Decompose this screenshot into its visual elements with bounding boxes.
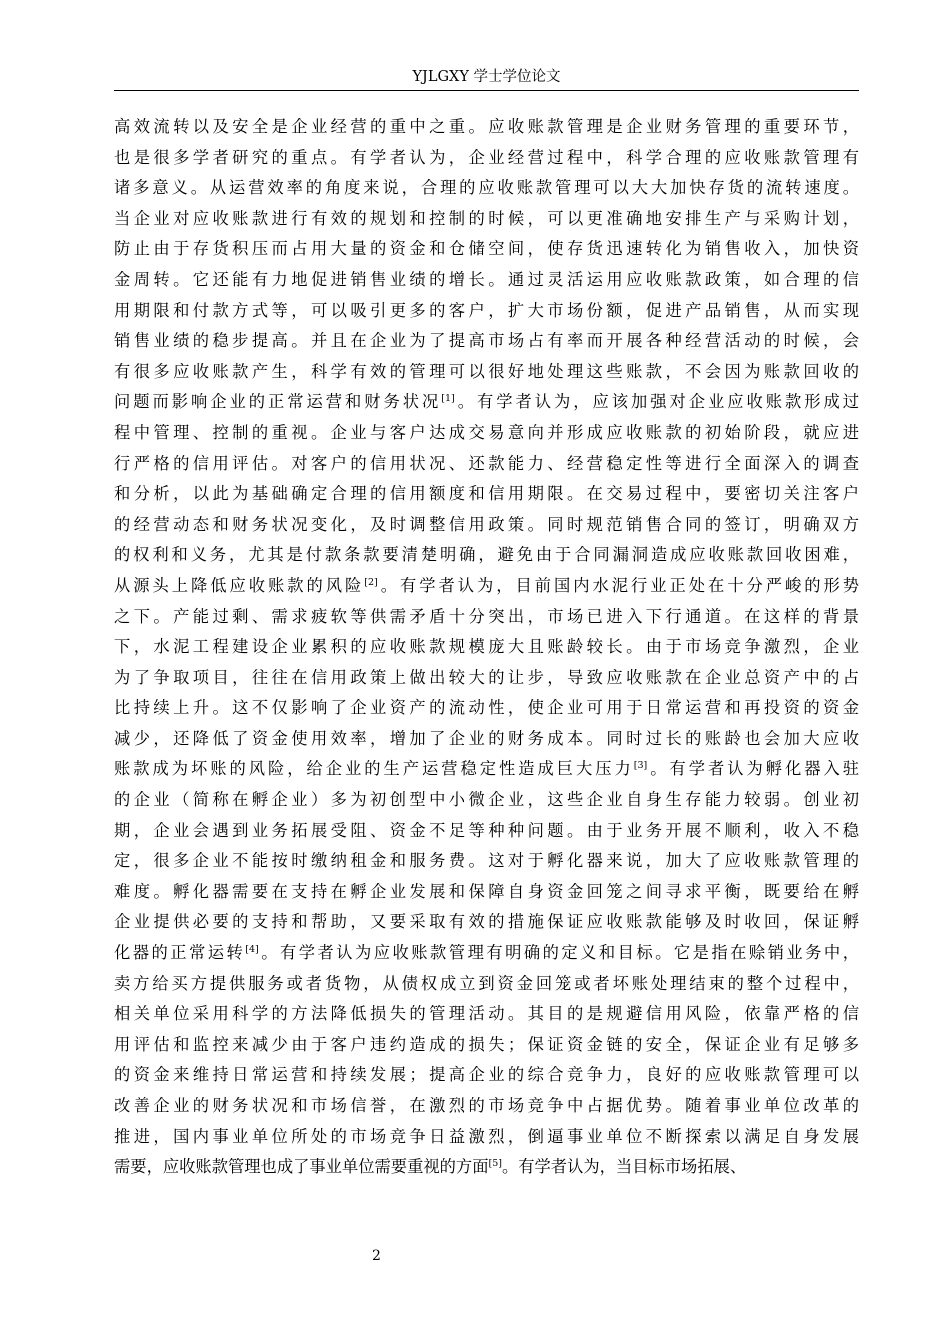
text-segment: 卖方给买方提供服务或者货物，从债权成立到资金回笼或者坏账处理结束的整个过程中， [114,973,859,993]
text-line [114,1091,859,1122]
text-segment: 的资金来维持日常运营和持续发展；提高企业的综合竞争力，良好的应收账款管理可以 [114,1065,859,1085]
text-line [114,1030,859,1061]
text-segment: 减少，还降低了资金使用效率，增加了企业的财务成本。同时过长的账龄也会加大应收 [114,728,859,748]
text-line [114,1122,859,1153]
text-line [114,510,859,541]
header-title: YJLGXY 学士学位论文 [412,69,561,85]
text-segment: 。有学者认为，当目标市场拓展、 [501,1157,747,1177]
text-segment: 销售业绩的稳步提高。并且在企业为了提高市场占有率而开展各种经营活动的时候，会 [114,331,859,351]
text-line [114,418,859,449]
text-line [114,387,859,418]
text-segment: 期，企业会遇到业务拓展受阻、资金不足等种种问题。由于业务开展不顺利，收入不稳 [114,820,859,840]
text-line [114,969,859,1000]
text-line [114,112,859,143]
body-text [114,112,859,1183]
text-line [114,846,859,877]
citation-ref: [5] [488,1158,502,1170]
text-line [114,1152,859,1183]
text-segment: 为了争取项目，往往在信用政策上做出较大的让步，导致应收账款在企业总资产中的占 [114,667,859,687]
text-line [114,602,859,633]
text-line [114,938,859,969]
text-segment: 行严格的信用评估。对客户的信用状况、还款能力、经营稳定性等进行全面深入的调查 [114,453,859,473]
text-segment: 当企业对应收账款进行有效的规划和控制的时候，可以更准确地安排生产与采购计划， [114,208,859,228]
text-segment: 需要，应收账款管理也成了事业单位需要重视的方面 [114,1157,489,1177]
text-line [114,296,859,327]
text-segment: 从源头上降低应收账款的风险 [114,575,365,595]
text-segment: 的企业（简称在孵企业）多为初创型中小微企业，这些企业自身生存能力较弱。创业初 [114,790,859,810]
text-segment: 推进，国内事业单位所处的市场竞争日益激烈，倒逼事业单位不断探索以满足自身发展 [114,1126,859,1146]
text-segment: 企业提供必要的支持和帮助，又要采取有效的措施保证应收账款能够及时收回，保证孵 [114,912,859,932]
text-segment: 问题而影响企业的正常运营和财务状况 [114,392,442,412]
text-segment: 也是很多学者研究的重点。有学者认为，企业经营过程中，科学合理的应收账款管理有 [114,147,859,167]
text-segment: 用评估和监控来减少由于客户违约造成的损失；保证资金链的安全，保证企业有足够多 [114,1034,859,1054]
text-segment: 防止由于存货积压而占用大量的资金和仓储空间，使存货迅速转化为销售收入，加快资 [114,239,859,259]
text-segment: 。有学者认为，应该加强对企业应收账款形成过 [454,392,859,412]
text-line [114,449,859,480]
text-line [114,234,859,265]
text-segment: 高效流转以及安全是企业经营的重中之重。应收账款管理是企业财务管理的重要环节， [114,117,859,136]
text-segment: 难度。孵化器需要在支持在孵企业发展和保障自身资金回笼之间寻求平衡，既要给在孵 [114,881,859,901]
text-segment: 账款成为坏账的风险，给企业的生产运营稳定性造成巨大压力 [114,759,634,779]
text-line [114,877,859,908]
text-segment: 之下。产能过剩、需求疲软等供需矛盾十分突出，市场已进入下行通道。在这样的背景 [114,606,859,626]
page-number: 2 [372,1248,381,1264]
text-segment: 有很多应收账款产生，科学有效的管理可以很好地处理这些账款，不会因为账款回收的 [114,361,859,381]
text-segment: 程中管理、控制的重视。企业与客户达成交易意向并形成应收账款的初始阶段，就应进 [114,422,859,442]
text-line [114,907,859,938]
text-line [114,693,859,724]
text-line [114,816,859,847]
text-line [114,571,859,602]
text-line [114,724,859,755]
citation-ref: [1] [441,393,455,405]
text-line [114,1060,859,1091]
text-segment: 改善企业的财务状况和市场信誉，在激烈的市场竞争中占据优势。随着事业单位改革的 [114,1096,859,1115]
text-segment: 相关单位采用科学的方法降低损失的管理活动。其目的是规避信用风险，依靠严格的信 [114,1004,859,1024]
page-header [114,66,859,91]
text-line [114,173,859,204]
text-segment: 金周转。它还能有力地促进销售业绩的增长。通过灵活运用应收账款政策，如合理的信 [114,269,859,289]
text-segment: 的权利和义务，尤其是付款条款要清楚明确，避免由于合同漏洞造成应收账款回收困难， [114,545,859,565]
text-segment: 下，水泥工程建设企业累积的应收账款规模庞大且账龄较长。由于市场竞争激烈，企业 [114,637,859,657]
text-line [114,479,859,510]
text-line [114,632,859,663]
text-segment: 。有学者认为应收账款管理有明确的定义和目标。它是指在赊销业务中， [258,943,859,963]
text-segment: 。有学者认为孵化器入驻 [647,759,859,779]
text-line [114,265,859,296]
text-segment: 用期限和付款方式等，可以吸引更多的客户，扩大市场份额，促进产品销售，从而实现 [114,300,859,320]
text-segment: 化器的正常运转 [114,943,246,963]
text-line [114,143,859,174]
text-line [114,326,859,357]
text-segment: 比持续上升。这不仅影响了企业资产的流动性，使企业可用于日常运营和再投资的资金 [114,698,859,718]
text-line [114,204,859,235]
citation-ref: [4] [245,944,259,956]
citation-ref: [2] [364,576,378,588]
text-segment: 定，很多企业不能按时缴纳租金和服务费。这对于孵化器来说，加大了应收账款管理的 [114,851,859,871]
text-line [114,357,859,388]
text-line [114,785,859,816]
text-segment: 。有学者认为，目前国内水泥行业正处在十分严峻的形势 [377,575,859,595]
text-segment: 诸多意义。从运营效率的角度来说，合理的应收账款管理可以大大加快存货的流转速度。 [114,178,859,198]
text-segment: 的经营动态和财务状况变化，及时调整信用政策。同时规范销售合同的签订，明确双方 [114,514,859,534]
text-line [114,754,859,785]
text-line [114,663,859,694]
text-line [114,540,859,571]
text-line [114,999,859,1030]
text-segment: 和分析，以此为基础确定合理的信用额度和信用期限。在交易过程中，要密切关注客户 [114,484,859,504]
citation-ref: [3] [633,760,648,772]
